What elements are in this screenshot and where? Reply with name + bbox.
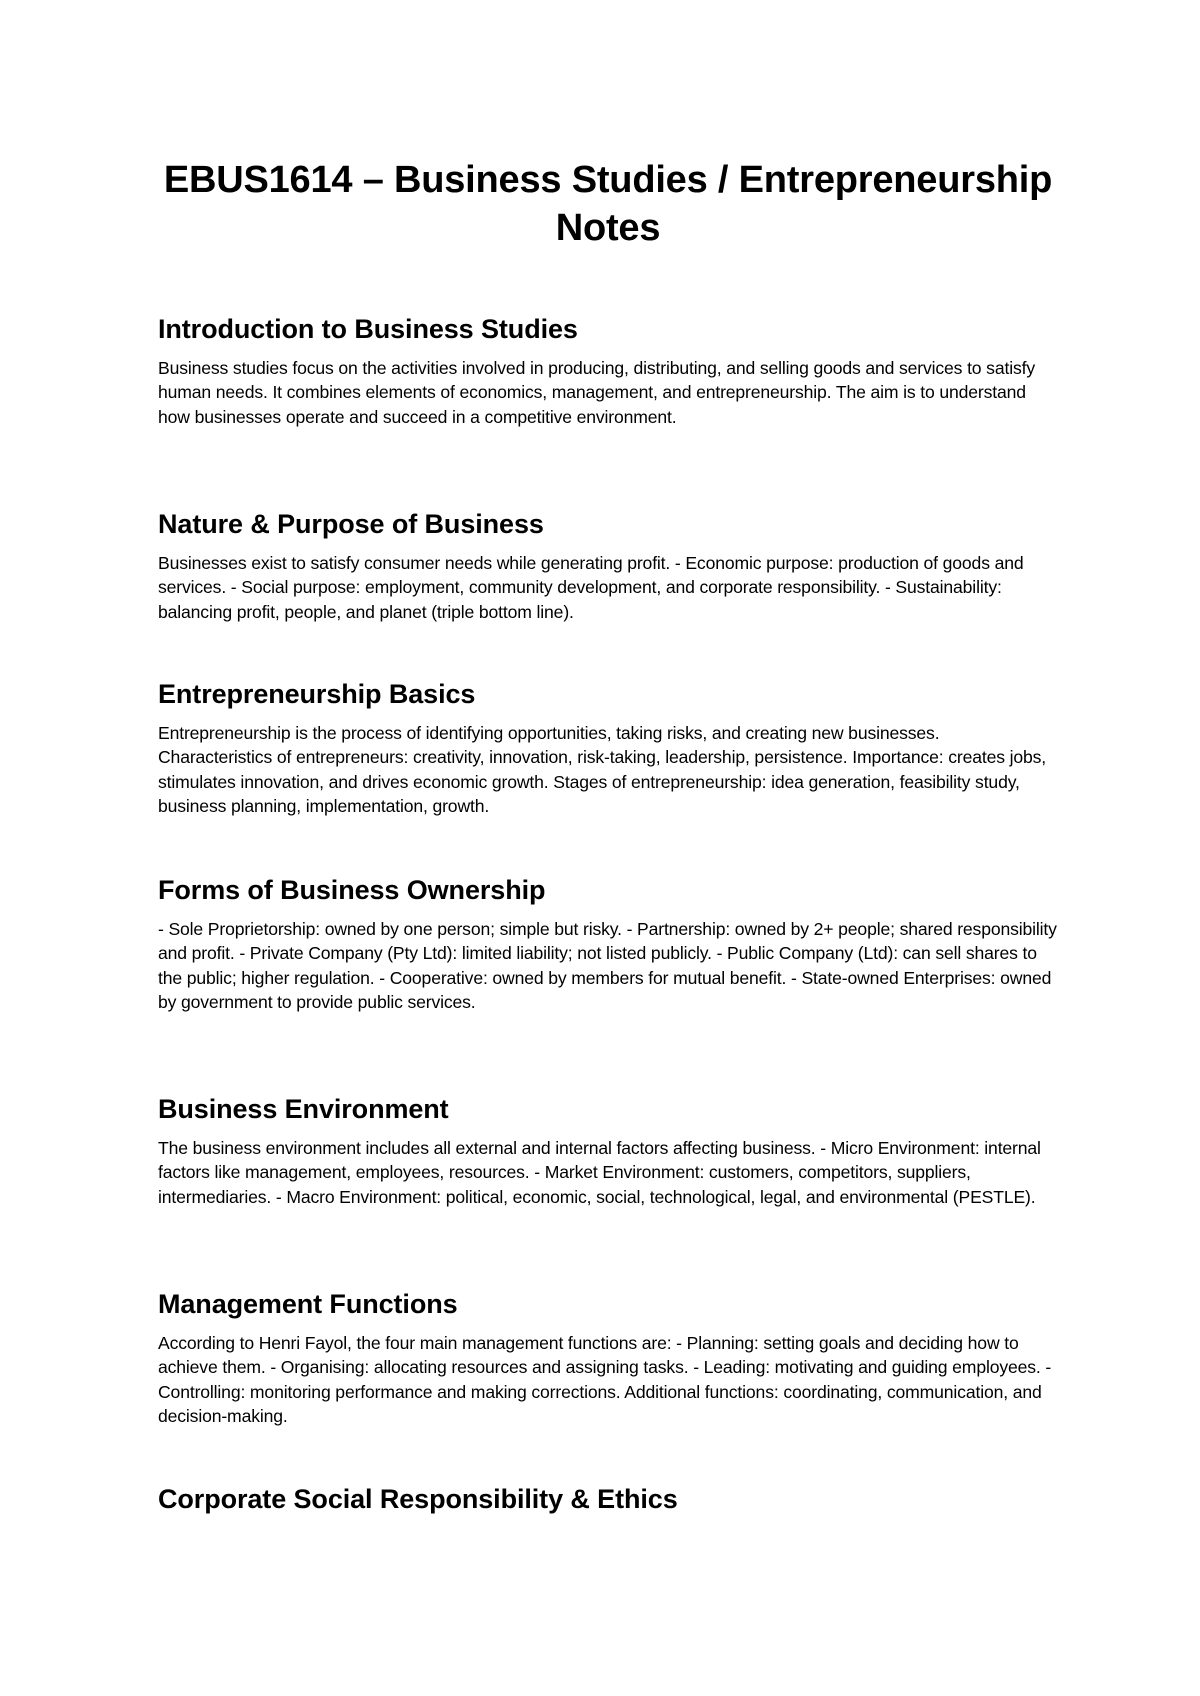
- section-body: - Sole Proprietorship: owned by one person; simple but risky. - Partnership: owned by 2+ people; shared responsibility and profit. - Private Company (Pty Ltd): limited liability; not listed publicly. - Public Company (Ltd): can sell shares to the public; higher regulation. - Cooperative: owned by members for mutual benefit. - State-owned Enterprises: owned by government to provide public services.: [158, 919, 1057, 1013]
- section-heading: Corporate Social Responsibility & Ethics: [158, 1484, 678, 1514]
- section-introduction: [158, 312, 1058, 429]
- section-management-functions: [158, 1287, 1058, 1429]
- section-heading: Forms of Business Ownership: [158, 875, 546, 905]
- section-body: Entrepreneurship is the process of identifying opportunities, taking risks, and creating new businesses. Characteristics of entrepreneurs: creativity, innovation, risk-taking, leadership, persistence. Importance: creates jobs, stimulates innovation, and drives economic growth. Stages of entrepreneurship: idea generation, feasibility study, business planning, implementation, growth.: [158, 723, 1047, 817]
- section-body: Business studies focus on the activities involved in producing, distributing, and selling goods and services to satisfy human needs. It combines elements of economics, management, and entrepreneurship. The aim is to understand how businesses operate and succeed in a competitive environment.: [158, 358, 1035, 427]
- section-heading: Introduction to Business Studies: [158, 314, 578, 344]
- section-entrepreneurship-basics: [158, 677, 1058, 819]
- section-heading: Entrepreneurship Basics: [158, 679, 476, 709]
- section-forms-ownership: [158, 873, 1058, 1015]
- document-title: EBUS1614 – Business Studies / Entrepreneurship Notes: [163, 159, 1053, 249]
- section-heading: Nature & Purpose of Business: [158, 509, 544, 539]
- section-heading: Business Environment: [158, 1094, 449, 1124]
- section-nature-purpose: [158, 507, 1058, 624]
- section-csr-ethics: [158, 1482, 1058, 1516]
- section-body: The business environment includes all external and internal factors affecting business. - Micro Environment: internal factors like management, employees, resources. - Market Environment: customers, competitors, suppliers, intermediaries. - Macro Environment: political, economic, social, technological, legal, and environmental (PESTLE).: [158, 1138, 1041, 1207]
- section-business-environment: [158, 1092, 1058, 1209]
- section-body: Businesses exist to satisfy consumer needs while generating profit. - Economic purpose: production of goods and services. - Social purpose: employment, community development, and corporate responsibility. - Sustainability: balancing profit, people, and planet (triple bottom line).: [158, 553, 1024, 622]
- section-heading: Management Functions: [158, 1289, 458, 1319]
- section-body: According to Henri Fayol, the four main management functions are: - Planning: setting goals and deciding how to achieve them. - Organising: allocating resources and assigning tasks. - Leading: motivating and guiding employees. - Controlling: monitoring performance and making corrections. Additional functions: coordinating, communication, and decision-making.: [158, 1333, 1052, 1427]
